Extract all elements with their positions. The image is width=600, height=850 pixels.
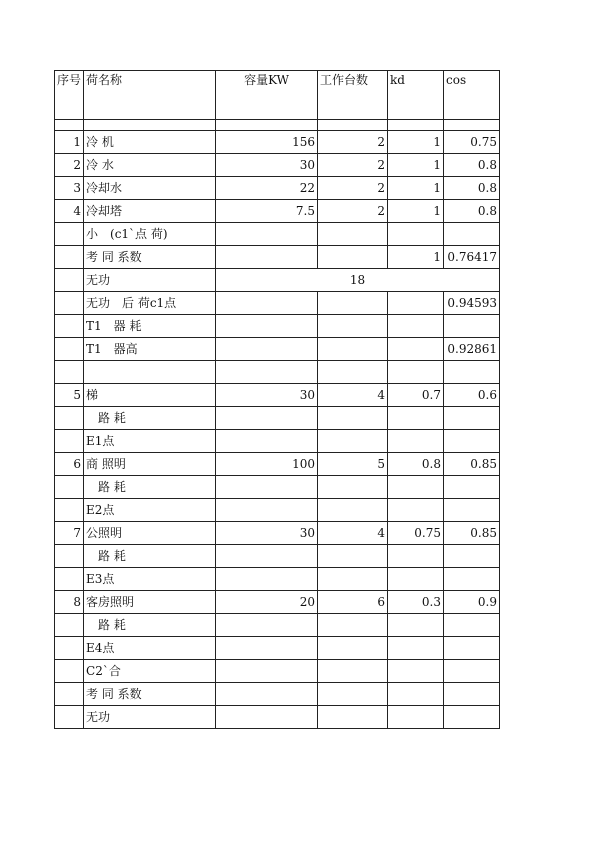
- cell-cos: 0.76417: [444, 246, 500, 269]
- cell-merged-value: 18: [216, 269, 500, 292]
- header-load-name: 荷名称: [84, 71, 216, 120]
- table-row: [55, 338, 500, 361]
- cell-seq-no: [55, 706, 84, 729]
- cell-working-units: [318, 120, 388, 131]
- cell-cos: 0.9: [444, 591, 500, 614]
- cell-seq-no: [55, 430, 84, 453]
- cell-working-units: 5: [318, 453, 388, 476]
- cell-capacity-kw: 30: [216, 154, 318, 177]
- table-row: [55, 384, 500, 407]
- cell-cos: 0.94593: [444, 292, 500, 315]
- cell-cos: 0.92861: [444, 338, 500, 361]
- cell-capacity-kw: [216, 361, 318, 384]
- cell-working-units: 2: [318, 131, 388, 154]
- cell-working-units: [318, 568, 388, 591]
- cell-load-name: T1 器高: [84, 338, 216, 361]
- header-cos: cos: [444, 71, 500, 120]
- cell-seq-no: [55, 614, 84, 637]
- load-calculation-table: [54, 70, 500, 729]
- cell-seq-no: [55, 407, 84, 430]
- cell-cos: [444, 706, 500, 729]
- cell-working-units: 6: [318, 591, 388, 614]
- cell-load-name: E3点: [84, 568, 216, 591]
- table-row: [55, 177, 500, 200]
- cell-cos: [444, 545, 500, 568]
- cell-load-name: E1点: [84, 430, 216, 453]
- cell-kd: 0.75: [388, 522, 444, 545]
- table-row: [55, 200, 500, 223]
- cell-kd: [388, 476, 444, 499]
- cell-load-name: 小 (c1`点 荷): [84, 223, 216, 246]
- cell-capacity-kw: [216, 315, 318, 338]
- cell-seq-no: [55, 223, 84, 246]
- cell-seq-no: [55, 683, 84, 706]
- table-row: [55, 154, 500, 177]
- cell-capacity-kw: [216, 637, 318, 660]
- cell-cos: 0.75: [444, 131, 500, 154]
- cell-working-units: 4: [318, 384, 388, 407]
- cell-capacity-kw: [216, 660, 318, 683]
- cell-working-units: [318, 223, 388, 246]
- table-row: [55, 223, 500, 246]
- table-row: [55, 407, 500, 430]
- cell-working-units: [318, 246, 388, 269]
- table-row: [55, 683, 500, 706]
- table-row: [55, 120, 500, 131]
- table-row: [55, 660, 500, 683]
- cell-cos: [444, 407, 500, 430]
- cell-seq-no: [55, 269, 84, 292]
- cell-capacity-kw: 100: [216, 453, 318, 476]
- cell-working-units: 4: [318, 522, 388, 545]
- cell-seq-no: [55, 338, 84, 361]
- table-row: [55, 545, 500, 568]
- cell-working-units: [318, 338, 388, 361]
- cell-seq-no: [55, 499, 84, 522]
- cell-working-units: 2: [318, 177, 388, 200]
- cell-capacity-kw: [216, 706, 318, 729]
- table-row: [55, 706, 500, 729]
- cell-seq-no: [55, 568, 84, 591]
- cell-load-name: [84, 120, 216, 131]
- cell-load-name: 商 照明: [84, 453, 216, 476]
- cell-load-name: 路 耗: [84, 614, 216, 637]
- cell-cos: 0.8: [444, 177, 500, 200]
- cell-working-units: [318, 683, 388, 706]
- cell-kd: 1: [388, 131, 444, 154]
- cell-load-name: 考 同 系数: [84, 683, 216, 706]
- cell-kd: [388, 361, 444, 384]
- table-row: [55, 315, 500, 338]
- cell-load-name: 路 耗: [84, 407, 216, 430]
- cell-cos: 0.8: [444, 200, 500, 223]
- cell-load-name: 客房照明: [84, 591, 216, 614]
- cell-load-name: [84, 361, 216, 384]
- table-row: [55, 430, 500, 453]
- cell-kd: 1: [388, 200, 444, 223]
- cell-capacity-kw: [216, 568, 318, 591]
- cell-working-units: [318, 637, 388, 660]
- cell-load-name: 考 同 系数: [84, 246, 216, 269]
- cell-seq-no: [55, 476, 84, 499]
- cell-working-units: [318, 476, 388, 499]
- table-row: [55, 499, 500, 522]
- cell-seq-no: 3: [55, 177, 84, 200]
- cell-load-name: C2`合: [84, 660, 216, 683]
- cell-kd: [388, 407, 444, 430]
- cell-load-name: 冷 水: [84, 154, 216, 177]
- cell-load-name: 梯: [84, 384, 216, 407]
- table-row: [55, 361, 500, 384]
- cell-load-name: 路 耗: [84, 545, 216, 568]
- cell-working-units: [318, 407, 388, 430]
- cell-cos: [444, 430, 500, 453]
- cell-working-units: [318, 614, 388, 637]
- cell-cos: [444, 120, 500, 131]
- table-row: [55, 522, 500, 545]
- cell-load-name: E4点: [84, 637, 216, 660]
- cell-cos: 0.85: [444, 453, 500, 476]
- cell-seq-no: 4: [55, 200, 84, 223]
- cell-kd: 0.7: [388, 384, 444, 407]
- cell-kd: [388, 683, 444, 706]
- cell-cos: [444, 683, 500, 706]
- cell-working-units: [318, 315, 388, 338]
- table-row: [55, 246, 500, 269]
- cell-seq-no: [55, 637, 84, 660]
- table-row: [55, 637, 500, 660]
- cell-working-units: [318, 706, 388, 729]
- cell-cos: 0.85: [444, 522, 500, 545]
- cell-working-units: 2: [318, 154, 388, 177]
- cell-seq-no: [55, 660, 84, 683]
- table-row: [55, 614, 500, 637]
- table-row: [55, 131, 500, 154]
- cell-capacity-kw: [216, 683, 318, 706]
- cell-seq-no: [55, 315, 84, 338]
- cell-capacity-kw: [216, 246, 318, 269]
- cell-kd: [388, 292, 444, 315]
- cell-capacity-kw: [216, 292, 318, 315]
- cell-kd: [388, 120, 444, 131]
- header-working-units: 工作台数: [318, 71, 388, 120]
- cell-working-units: [318, 545, 388, 568]
- cell-load-name: E2点: [84, 499, 216, 522]
- cell-kd: [388, 315, 444, 338]
- cell-load-name: 路 耗: [84, 476, 216, 499]
- table-row: [55, 591, 500, 614]
- cell-capacity-kw: [216, 407, 318, 430]
- cell-working-units: [318, 430, 388, 453]
- cell-cos: 0.6: [444, 384, 500, 407]
- cell-kd: [388, 430, 444, 453]
- cell-kd: 1: [388, 246, 444, 269]
- cell-capacity-kw: [216, 476, 318, 499]
- cell-capacity-kw: 156: [216, 131, 318, 154]
- cell-load-name: 公照明: [84, 522, 216, 545]
- cell-seq-no: [55, 246, 84, 269]
- cell-cos: [444, 637, 500, 660]
- table-row: [55, 292, 500, 315]
- cell-kd: [388, 545, 444, 568]
- cell-cos: [444, 361, 500, 384]
- table-row: [55, 269, 500, 292]
- header-seq-no: 序号: [55, 71, 84, 120]
- cell-kd: [388, 568, 444, 591]
- cell-capacity-kw: [216, 545, 318, 568]
- cell-kd: [388, 223, 444, 246]
- cell-working-units: [318, 292, 388, 315]
- cell-kd: [388, 660, 444, 683]
- header-capacity-kw: 容量KW: [216, 71, 318, 120]
- cell-kd: 1: [388, 154, 444, 177]
- cell-capacity-kw: [216, 614, 318, 637]
- cell-working-units: [318, 660, 388, 683]
- cell-kd: [388, 499, 444, 522]
- cell-kd: 0.3: [388, 591, 444, 614]
- cell-capacity-kw: 20: [216, 591, 318, 614]
- cell-capacity-kw: [216, 338, 318, 361]
- table-header-row: [55, 71, 500, 120]
- table-row: [55, 453, 500, 476]
- cell-kd: [388, 706, 444, 729]
- cell-cos: [444, 660, 500, 683]
- cell-seq-no: [55, 545, 84, 568]
- header-kd: kd: [388, 71, 444, 120]
- cell-working-units: [318, 499, 388, 522]
- cell-capacity-kw: 30: [216, 522, 318, 545]
- cell-seq-no: 6: [55, 453, 84, 476]
- cell-capacity-kw: 30: [216, 384, 318, 407]
- cell-cos: [444, 568, 500, 591]
- cell-capacity-kw: [216, 120, 318, 131]
- cell-kd: 0.8: [388, 453, 444, 476]
- cell-capacity-kw: [216, 499, 318, 522]
- cell-seq-no: 7: [55, 522, 84, 545]
- cell-kd: 1: [388, 177, 444, 200]
- cell-seq-no: 2: [55, 154, 84, 177]
- cell-load-name: 冷却水: [84, 177, 216, 200]
- cell-seq-no: [55, 361, 84, 384]
- cell-working-units: [318, 361, 388, 384]
- cell-capacity-kw: [216, 223, 318, 246]
- cell-cos: [444, 499, 500, 522]
- cell-cos: [444, 223, 500, 246]
- cell-capacity-kw: 7.5: [216, 200, 318, 223]
- cell-load-name: 冷却塔: [84, 200, 216, 223]
- cell-load-name: 无功 后 荷c1点: [84, 292, 216, 315]
- table-row: [55, 476, 500, 499]
- cell-capacity-kw: 22: [216, 177, 318, 200]
- cell-seq-no: 1: [55, 131, 84, 154]
- cell-kd: [388, 338, 444, 361]
- cell-load-name: 无功: [84, 269, 216, 292]
- cell-cos: [444, 476, 500, 499]
- cell-load-name: 无功: [84, 706, 216, 729]
- cell-seq-no: 5: [55, 384, 84, 407]
- cell-cos: [444, 614, 500, 637]
- table-row: [55, 568, 500, 591]
- cell-load-name: T1 器 耗: [84, 315, 216, 338]
- cell-cos: [444, 315, 500, 338]
- cell-seq-no: [55, 120, 84, 131]
- cell-capacity-kw: [216, 430, 318, 453]
- cell-kd: [388, 614, 444, 637]
- cell-seq-no: [55, 292, 84, 315]
- cell-cos: 0.8: [444, 154, 500, 177]
- cell-working-units: 2: [318, 200, 388, 223]
- cell-kd: [388, 637, 444, 660]
- cell-load-name: 冷 机: [84, 131, 216, 154]
- cell-seq-no: 8: [55, 591, 84, 614]
